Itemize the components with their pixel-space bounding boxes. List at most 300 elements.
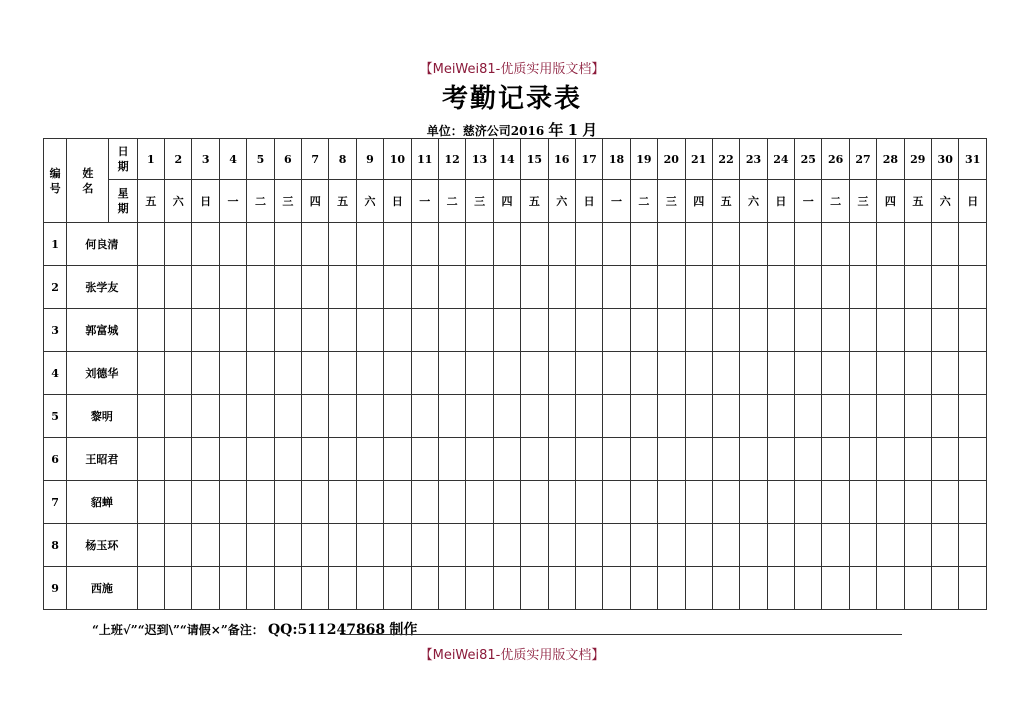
attendance-cell[interactable] xyxy=(247,567,274,610)
attendance-cell[interactable] xyxy=(548,438,575,481)
attendance-cell[interactable] xyxy=(548,352,575,395)
attendance-cell[interactable] xyxy=(630,223,657,266)
attendance-cell[interactable] xyxy=(274,266,301,309)
attendance-cell[interactable] xyxy=(521,309,548,352)
attendance-cell[interactable] xyxy=(219,266,246,309)
attendance-cell[interactable] xyxy=(603,266,630,309)
attendance-cell[interactable] xyxy=(192,352,219,395)
attendance-cell[interactable] xyxy=(521,266,548,309)
attendance-cell[interactable] xyxy=(877,438,904,481)
attendance-cell[interactable] xyxy=(603,438,630,481)
attendance-cell[interactable] xyxy=(630,309,657,352)
attendance-cell[interactable] xyxy=(685,395,712,438)
attendance-cell[interactable] xyxy=(411,524,438,567)
attendance-cell[interactable] xyxy=(438,438,465,481)
attendance-cell[interactable] xyxy=(658,309,685,352)
attendance-cell[interactable] xyxy=(877,481,904,524)
attendance-cell[interactable] xyxy=(904,567,931,610)
attendance-cell[interactable] xyxy=(904,352,931,395)
attendance-cell[interactable] xyxy=(740,524,767,567)
attendance-cell[interactable] xyxy=(247,352,274,395)
attendance-cell[interactable] xyxy=(384,524,411,567)
attendance-cell[interactable] xyxy=(932,223,959,266)
weekday-cell: 五 xyxy=(329,180,356,223)
attendance-cell[interactable] xyxy=(438,352,465,395)
attendance-cell[interactable] xyxy=(932,567,959,610)
attendance-cell[interactable] xyxy=(959,395,987,438)
attendance-cell[interactable] xyxy=(356,438,383,481)
attendance-cell[interactable] xyxy=(548,524,575,567)
weekday-cell: 一 xyxy=(795,180,822,223)
attendance-cell[interactable] xyxy=(849,395,876,438)
attendance-cell[interactable] xyxy=(822,395,849,438)
attendance-cell[interactable] xyxy=(795,309,822,352)
attendance-cell[interactable] xyxy=(302,352,329,395)
attendance-cell[interactable] xyxy=(384,223,411,266)
attendance-cell[interactable] xyxy=(411,266,438,309)
attendance-cell[interactable] xyxy=(767,266,794,309)
attendance-cell[interactable] xyxy=(302,266,329,309)
attendance-cell[interactable] xyxy=(603,567,630,610)
attendance-cell[interactable] xyxy=(740,438,767,481)
attendance-cell[interactable] xyxy=(356,266,383,309)
attendance-cell[interactable] xyxy=(603,223,630,266)
attendance-cell[interactable] xyxy=(548,309,575,352)
attendance-cell[interactable] xyxy=(521,481,548,524)
attendance-cell[interactable] xyxy=(192,481,219,524)
attendance-cell[interactable] xyxy=(959,223,987,266)
attendance-cell[interactable] xyxy=(137,309,164,352)
attendance-cell[interactable] xyxy=(658,223,685,266)
attendance-cell[interactable] xyxy=(438,395,465,438)
attendance-cell[interactable] xyxy=(658,524,685,567)
attendance-cell[interactable] xyxy=(137,524,164,567)
attendance-cell[interactable] xyxy=(219,395,246,438)
attendance-cell[interactable] xyxy=(411,223,438,266)
attendance-cell[interactable] xyxy=(712,524,739,567)
attendance-cell[interactable] xyxy=(658,266,685,309)
attendance-cell[interactable] xyxy=(329,481,356,524)
day-number-cell: 19 xyxy=(630,139,657,180)
attendance-cell[interactable] xyxy=(685,309,712,352)
attendance-cell[interactable] xyxy=(740,567,767,610)
attendance-cell[interactable] xyxy=(795,481,822,524)
attendance-cell[interactable] xyxy=(466,524,493,567)
attendance-cell[interactable] xyxy=(877,223,904,266)
attendance-cell[interactable] xyxy=(137,481,164,524)
unit-month-char: 月 xyxy=(582,121,598,139)
attendance-cell[interactable] xyxy=(192,524,219,567)
attendance-cell[interactable] xyxy=(658,567,685,610)
attendance-cell[interactable] xyxy=(630,266,657,309)
attendance-cell[interactable] xyxy=(849,309,876,352)
day-number-cell: 14 xyxy=(493,139,520,180)
attendance-cell[interactable] xyxy=(575,438,602,481)
attendance-cell[interactable] xyxy=(493,309,520,352)
attendance-cell[interactable] xyxy=(548,223,575,266)
attendance-cell[interactable] xyxy=(548,567,575,610)
attendance-cell[interactable] xyxy=(329,567,356,610)
attendance-cell[interactable] xyxy=(521,438,548,481)
attendance-cell[interactable] xyxy=(165,223,192,266)
attendance-cell[interactable] xyxy=(849,524,876,567)
attendance-cell[interactable] xyxy=(959,438,987,481)
attendance-cell[interactable] xyxy=(493,481,520,524)
attendance-cell[interactable] xyxy=(302,223,329,266)
attendance-cell[interactable] xyxy=(165,266,192,309)
attendance-cell[interactable] xyxy=(740,223,767,266)
attendance-cell[interactable] xyxy=(466,266,493,309)
attendance-cell[interactable] xyxy=(822,567,849,610)
attendance-cell[interactable] xyxy=(849,223,876,266)
attendance-cell[interactable] xyxy=(165,395,192,438)
attendance-cell[interactable] xyxy=(904,309,931,352)
attendance-cell[interactable] xyxy=(740,309,767,352)
date-header xyxy=(109,139,137,180)
attendance-cell[interactable] xyxy=(932,352,959,395)
attendance-cell[interactable] xyxy=(493,395,520,438)
attendance-cell[interactable] xyxy=(630,438,657,481)
weekday-cell: 日 xyxy=(575,180,602,223)
attendance-cell[interactable] xyxy=(658,352,685,395)
attendance-cell[interactable] xyxy=(822,223,849,266)
attendance-cell[interactable] xyxy=(685,524,712,567)
attendance-cell[interactable] xyxy=(466,481,493,524)
attendance-cell[interactable] xyxy=(411,567,438,610)
attendance-cell[interactable] xyxy=(767,438,794,481)
attendance-cell[interactable] xyxy=(302,567,329,610)
attendance-cell[interactable] xyxy=(521,352,548,395)
attendance-cell[interactable] xyxy=(959,481,987,524)
attendance-cell[interactable] xyxy=(849,481,876,524)
attendance-cell[interactable] xyxy=(274,438,301,481)
attendance-cell[interactable] xyxy=(630,567,657,610)
attendance-cell[interactable] xyxy=(411,352,438,395)
attendance-cell[interactable] xyxy=(740,481,767,524)
attendance-cell[interactable] xyxy=(274,352,301,395)
attendance-cell[interactable] xyxy=(712,266,739,309)
attendance-cell[interactable] xyxy=(274,524,301,567)
attendance-cell[interactable] xyxy=(247,481,274,524)
attendance-cell[interactable] xyxy=(274,309,301,352)
attendance-cell[interactable] xyxy=(712,309,739,352)
attendance-cell[interactable] xyxy=(767,395,794,438)
attendance-cell[interactable] xyxy=(165,567,192,610)
attendance-cell[interactable] xyxy=(411,481,438,524)
attendance-cell[interactable] xyxy=(411,438,438,481)
attendance-cell[interactable] xyxy=(329,395,356,438)
attendance-cell[interactable] xyxy=(712,438,739,481)
attendance-cell[interactable] xyxy=(795,395,822,438)
attendance-cell[interactable] xyxy=(603,395,630,438)
attendance-cell[interactable] xyxy=(165,524,192,567)
attendance-cell[interactable] xyxy=(767,223,794,266)
attendance-cell[interactable] xyxy=(575,524,602,567)
attendance-cell[interactable] xyxy=(932,524,959,567)
attendance-cell[interactable] xyxy=(466,395,493,438)
attendance-cell[interactable] xyxy=(493,524,520,567)
attendance-cell[interactable] xyxy=(356,567,383,610)
attendance-cell[interactable] xyxy=(493,567,520,610)
attendance-cell[interactable] xyxy=(822,309,849,352)
attendance-cell[interactable] xyxy=(438,481,465,524)
attendance-cell[interactable] xyxy=(137,395,164,438)
attendance-cell[interactable] xyxy=(329,438,356,481)
attendance-cell[interactable] xyxy=(685,352,712,395)
attendance-cell[interactable] xyxy=(247,438,274,481)
attendance-cell[interactable] xyxy=(904,481,931,524)
attendance-cell[interactable] xyxy=(466,438,493,481)
attendance-cell[interactable] xyxy=(247,266,274,309)
attendance-cell[interactable] xyxy=(904,438,931,481)
attendance-cell[interactable] xyxy=(932,309,959,352)
table-row xyxy=(44,481,987,524)
attendance-cell[interactable] xyxy=(411,309,438,352)
table-row xyxy=(44,524,987,567)
attendance-cell[interactable] xyxy=(466,352,493,395)
attendance-cell[interactable] xyxy=(575,266,602,309)
attendance-cell[interactable] xyxy=(959,309,987,352)
attendance-cell[interactable] xyxy=(795,567,822,610)
attendance-cell[interactable] xyxy=(575,481,602,524)
attendance-cell[interactable] xyxy=(219,567,246,610)
attendance-cell[interactable] xyxy=(822,524,849,567)
attendance-cell[interactable] xyxy=(356,524,383,567)
employee-name: 刘德华 xyxy=(67,352,138,395)
attendance-cell[interactable] xyxy=(192,309,219,352)
attendance-cell[interactable] xyxy=(767,352,794,395)
attendance-cell[interactable] xyxy=(219,223,246,266)
attendance-cell[interactable] xyxy=(329,266,356,309)
attendance-cell[interactable] xyxy=(384,567,411,610)
attendance-cell[interactable] xyxy=(849,567,876,610)
attendance-cell[interactable] xyxy=(603,352,630,395)
attendance-cell[interactable] xyxy=(356,352,383,395)
attendance-cell[interactable] xyxy=(658,481,685,524)
attendance-cell[interactable] xyxy=(329,352,356,395)
attendance-cell[interactable] xyxy=(356,223,383,266)
attendance-cell[interactable] xyxy=(822,481,849,524)
attendance-cell[interactable] xyxy=(630,352,657,395)
attendance-cell[interactable] xyxy=(904,395,931,438)
attendance-cell[interactable] xyxy=(438,309,465,352)
attendance-cell[interactable] xyxy=(521,223,548,266)
attendance-cell[interactable] xyxy=(466,567,493,610)
attendance-cell[interactable] xyxy=(165,352,192,395)
table-row xyxy=(44,309,987,352)
attendance-cell[interactable] xyxy=(165,481,192,524)
attendance-cell[interactable] xyxy=(712,352,739,395)
attendance-cell[interactable] xyxy=(219,481,246,524)
footer-legend: “上班√”“迟到\”“请假×”备注： xyxy=(92,623,264,637)
attendance-cell[interactable] xyxy=(302,524,329,567)
attendance-cell[interactable] xyxy=(904,266,931,309)
attendance-cell[interactable] xyxy=(493,266,520,309)
attendance-cell[interactable] xyxy=(877,309,904,352)
attendance-cell[interactable] xyxy=(603,481,630,524)
attendance-cell[interactable] xyxy=(932,438,959,481)
attendance-cell[interactable] xyxy=(384,481,411,524)
day-number-cell: 8 xyxy=(329,139,356,180)
attendance-cell[interactable] xyxy=(137,438,164,481)
attendance-cell[interactable] xyxy=(521,567,548,610)
attendance-cell[interactable] xyxy=(466,223,493,266)
attendance-cell[interactable] xyxy=(192,567,219,610)
attendance-cell[interactable] xyxy=(274,567,301,610)
attendance-cell[interactable] xyxy=(302,309,329,352)
attendance-cell[interactable] xyxy=(356,481,383,524)
attendance-cell[interactable] xyxy=(603,309,630,352)
attendance-cell[interactable] xyxy=(219,309,246,352)
attendance-cell[interactable] xyxy=(274,481,301,524)
attendance-cell[interactable] xyxy=(384,352,411,395)
attendance-cell[interactable] xyxy=(548,395,575,438)
attendance-cell[interactable] xyxy=(877,567,904,610)
attendance-cell[interactable] xyxy=(329,524,356,567)
attendance-cell[interactable] xyxy=(959,567,987,610)
day-number-cell: 21 xyxy=(685,139,712,180)
attendance-cell[interactable] xyxy=(822,352,849,395)
attendance-cell[interactable] xyxy=(302,438,329,481)
attendance-cell[interactable] xyxy=(575,223,602,266)
attendance-cell[interactable] xyxy=(685,481,712,524)
attendance-cell[interactable] xyxy=(137,567,164,610)
attendance-cell[interactable] xyxy=(192,266,219,309)
attendance-cell[interactable] xyxy=(630,481,657,524)
footer-underline xyxy=(340,634,902,635)
attendance-cell[interactable] xyxy=(192,438,219,481)
attendance-cell[interactable] xyxy=(137,352,164,395)
attendance-cell[interactable] xyxy=(548,266,575,309)
attendance-cell[interactable] xyxy=(877,395,904,438)
attendance-cell[interactable] xyxy=(466,309,493,352)
attendance-cell[interactable] xyxy=(685,223,712,266)
attendance-cell[interactable] xyxy=(438,524,465,567)
attendance-cell[interactable] xyxy=(795,352,822,395)
attendance-cell[interactable] xyxy=(795,438,822,481)
attendance-cell[interactable] xyxy=(521,524,548,567)
attendance-cell[interactable] xyxy=(959,524,987,567)
attendance-cell[interactable] xyxy=(274,395,301,438)
attendance-cell[interactable] xyxy=(384,309,411,352)
attendance-cell[interactable] xyxy=(795,524,822,567)
attendance-cell[interactable] xyxy=(658,438,685,481)
day-number-cell: 10 xyxy=(384,139,411,180)
attendance-cell[interactable] xyxy=(219,524,246,567)
attendance-cell[interactable] xyxy=(685,567,712,610)
attendance-cell[interactable] xyxy=(795,266,822,309)
attendance-cell[interactable] xyxy=(904,223,931,266)
attendance-cell[interactable] xyxy=(192,395,219,438)
attendance-cell[interactable] xyxy=(658,395,685,438)
attendance-cell[interactable] xyxy=(575,309,602,352)
attendance-cell[interactable] xyxy=(877,524,904,567)
attendance-cell[interactable] xyxy=(219,438,246,481)
attendance-cell[interactable] xyxy=(849,352,876,395)
attendance-cell[interactable] xyxy=(493,352,520,395)
attendance-cell[interactable] xyxy=(575,567,602,610)
attendance-cell[interactable] xyxy=(685,438,712,481)
attendance-cell[interactable] xyxy=(521,395,548,438)
attendance-cell[interactable] xyxy=(712,567,739,610)
attendance-cell[interactable] xyxy=(438,223,465,266)
attendance-cell[interactable] xyxy=(165,438,192,481)
attendance-cell[interactable] xyxy=(438,567,465,610)
attendance-cell[interactable] xyxy=(137,223,164,266)
attendance-cell[interactable] xyxy=(247,223,274,266)
attendance-cell[interactable] xyxy=(411,395,438,438)
attendance-cell[interactable] xyxy=(685,266,712,309)
attendance-cell[interactable] xyxy=(767,524,794,567)
attendance-cell[interactable] xyxy=(384,395,411,438)
attendance-cell[interactable] xyxy=(247,524,274,567)
attendance-cell[interactable] xyxy=(384,438,411,481)
attendance-cell[interactable] xyxy=(356,309,383,352)
attendance-cell[interactable] xyxy=(493,438,520,481)
attendance-cell[interactable] xyxy=(302,481,329,524)
attendance-cell[interactable] xyxy=(822,266,849,309)
attendance-cell[interactable] xyxy=(329,309,356,352)
attendance-cell[interactable] xyxy=(932,481,959,524)
attendance-cell[interactable] xyxy=(712,223,739,266)
attendance-cell[interactable] xyxy=(493,223,520,266)
attendance-cell[interactable] xyxy=(438,266,465,309)
unit-year-char: 年 xyxy=(548,121,564,139)
attendance-cell[interactable] xyxy=(712,395,739,438)
attendance-cell[interactable] xyxy=(877,266,904,309)
attendance-cell[interactable] xyxy=(932,266,959,309)
attendance-cell[interactable] xyxy=(356,395,383,438)
attendance-cell[interactable] xyxy=(165,309,192,352)
weekday-cell: 一 xyxy=(219,180,246,223)
attendance-cell[interactable] xyxy=(302,395,329,438)
attendance-cell[interactable] xyxy=(247,395,274,438)
attendance-cell[interactable] xyxy=(767,567,794,610)
footer-qq: QQ:511247868 xyxy=(267,622,386,638)
attendance-cell[interactable] xyxy=(603,524,630,567)
attendance-cell[interactable] xyxy=(575,352,602,395)
attendance-cell[interactable] xyxy=(740,352,767,395)
attendance-cell[interactable] xyxy=(247,309,274,352)
day-number-cell: 20 xyxy=(658,139,685,180)
attendance-cell[interactable] xyxy=(274,223,301,266)
attendance-cell[interactable] xyxy=(630,395,657,438)
day-number-cell: 9 xyxy=(356,139,383,180)
attendance-cell[interactable] xyxy=(137,266,164,309)
attendance-cell[interactable] xyxy=(849,266,876,309)
attendance-cell[interactable] xyxy=(384,266,411,309)
attendance-cell[interactable] xyxy=(822,438,849,481)
attendance-cell[interactable] xyxy=(904,524,931,567)
attendance-cell[interactable] xyxy=(740,395,767,438)
attendance-cell[interactable] xyxy=(575,395,602,438)
attendance-cell[interactable] xyxy=(192,223,219,266)
attendance-cell[interactable] xyxy=(959,266,987,309)
attendance-cell[interactable] xyxy=(740,266,767,309)
attendance-cell[interactable] xyxy=(849,438,876,481)
attendance-cell[interactable] xyxy=(767,481,794,524)
attendance-cell[interactable] xyxy=(219,352,246,395)
attendance-cell[interactable] xyxy=(630,524,657,567)
attendance-cell[interactable] xyxy=(877,352,904,395)
attendance-cell[interactable] xyxy=(959,352,987,395)
attendance-cell[interactable] xyxy=(712,481,739,524)
attendance-cell[interactable] xyxy=(548,481,575,524)
attendance-cell[interactable] xyxy=(932,395,959,438)
attendance-cell[interactable] xyxy=(767,309,794,352)
attendance-cell[interactable] xyxy=(795,223,822,266)
attendance-cell[interactable] xyxy=(329,223,356,266)
